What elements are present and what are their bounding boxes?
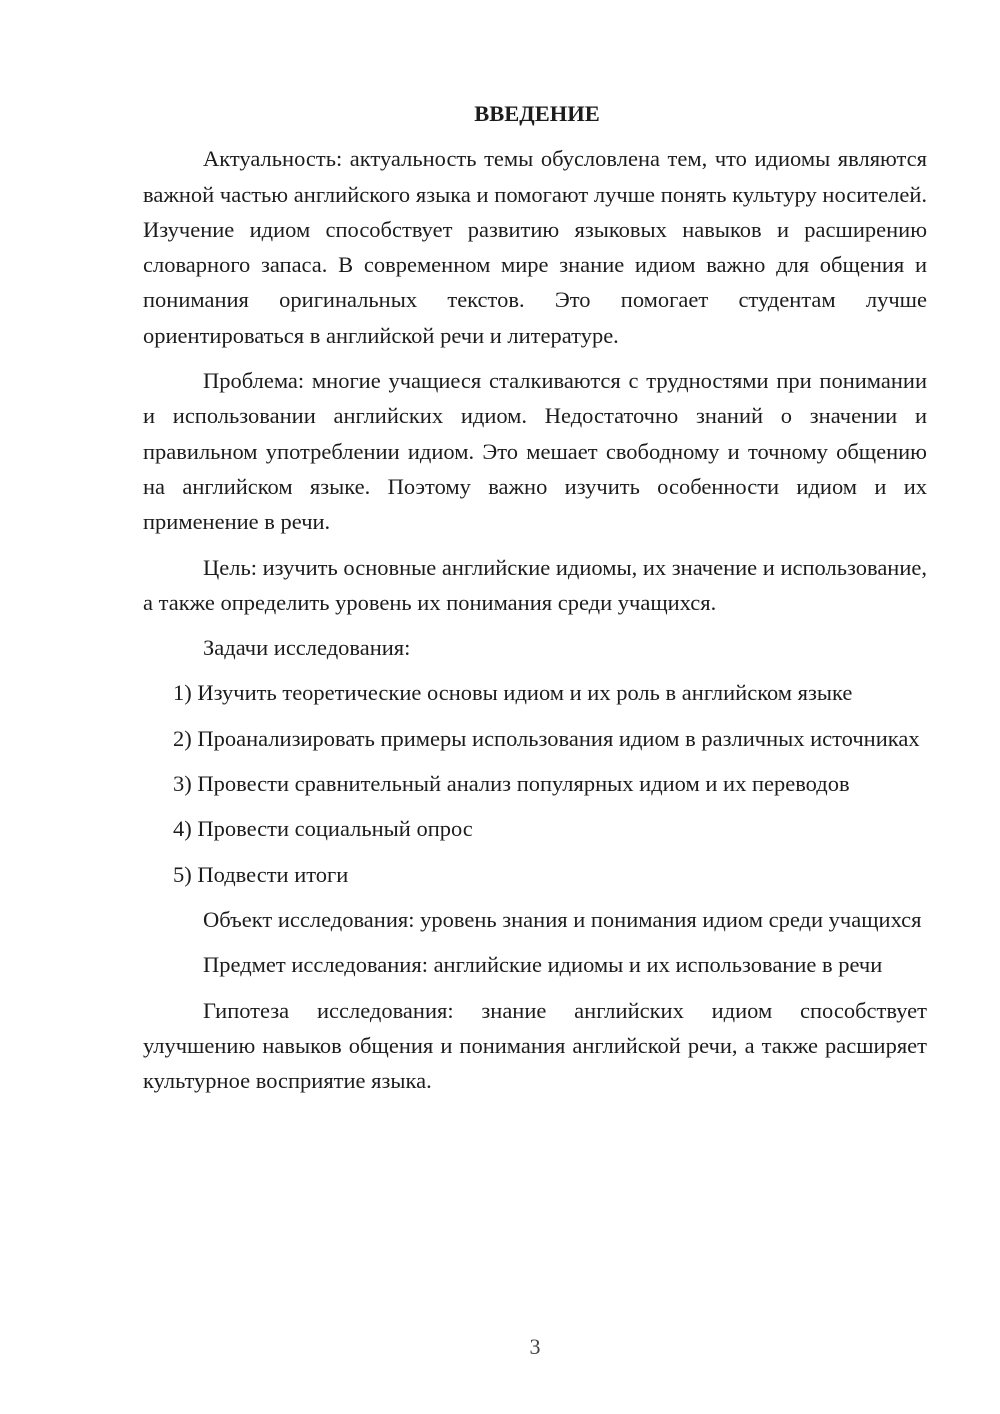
paragraph-relevance: Актуальность: актуальность темы обусловлена тем, что идиомы являются важной частью английского языка и помогают лучше понять культуру носителей. Изучение идиом способствует развитию языковых навыков и расширению словарного запаса. В современном мире знание идиом важно для общения и понимания оригинальных текстов. Это помогает студентам лучше ориентироваться в английской речи и литературе.: [143, 146, 927, 348]
task-item-1: 1) Изучить теоретические основы идиом и их роль в английском языке: [173, 680, 853, 706]
task-item-3: 3) Провести сравнительный анализ популярных идиом и их переводов: [173, 771, 850, 797]
task-item-2: 2) Проанализировать примеры использования идиом в различных источниках: [173, 725, 920, 751]
paragraph-object: Объект исследования: уровень знания и понимания идиом среди учащихся: [203, 906, 922, 932]
task-item-5: 5) Подвести итоги: [173, 861, 349, 887]
page-number: 3: [529, 1334, 541, 1359]
task-item-4: 4) Провести социальный опрос: [173, 816, 473, 842]
paragraph-hypothesis: Гипотеза исследования: знание английских идиом способствует улучшению навыков общения и понимания английской речи, а также расширяет культурное восприятие языка.: [143, 997, 927, 1094]
paragraph-tasks-intro: Задачи исследования:: [203, 635, 411, 661]
paragraph-goal: Цель: изучить основные английские идиомы, их значение и использование, а также определить уровень их понимания среди учащихся.: [143, 554, 927, 615]
paragraph-problem: Проблема: многие учащиеся сталкиваются с трудностями при понимании и использовании английских идиом. Недостаточно знаний о значении и правильном употреблении идиом. Это мешает свободному и точному общению на английском языке. Поэтому важно изучить особенности идиом и их применение в речи.: [143, 368, 927, 535]
document-body: [143, 96, 927, 1108]
section-heading: ВВЕДЕНИЕ: [474, 101, 600, 126]
paragraph-subject: Предмет исследования: английские идиомы и их использование в речи: [203, 952, 883, 978]
